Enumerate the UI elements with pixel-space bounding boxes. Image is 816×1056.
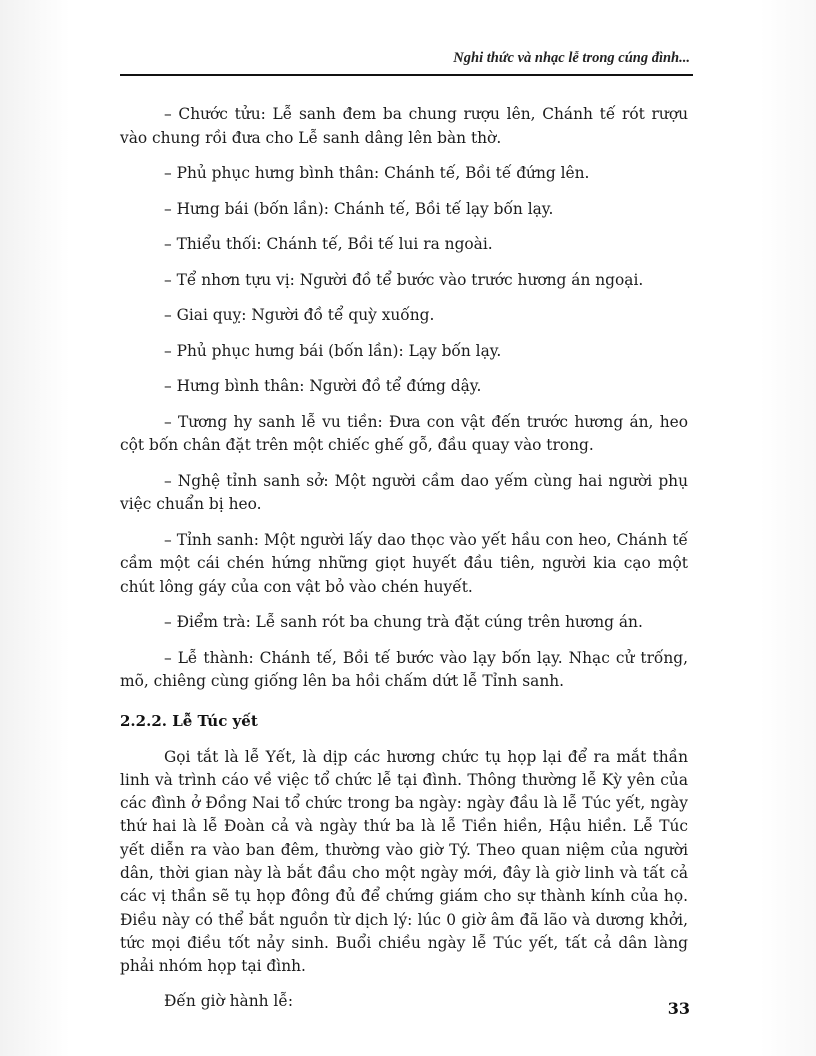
rite-step: – Lễ thành: Chánh tế, Bồi tế bước vào lạy bốn lạy. Nhạc cử trống, mõ, chiêng cùng giống lên ba hồi chấm dứt lễ Tỉnh sanh.: [120, 648, 688, 690]
section-closing: Đến giờ hành lễ:: [164, 992, 294, 1011]
rite-step: – Chước tửu: Lễ sanh đem ba chung rượu lên, Chánh tế rót rượu vào chung rồi đưa cho Lễ sanh dâng lên bàn thờ.: [120, 105, 688, 147]
rite-step: – Điểm trà: Lễ sanh rót ba chung trà đặt cúng trên hương án.: [164, 613, 643, 631]
rite-step: – Hưng bái (bốn lần): Chánh tế, Bồi tế lạy bốn lạy.: [164, 199, 554, 218]
rite-step: – Hưng bình thân: Người đồ tể đứng dậy.: [164, 377, 482, 395]
running-header: Nghi thức và nhạc lễ trong cúng đình...: [453, 50, 690, 66]
page-number: 33: [667, 999, 690, 1018]
page-content: [120, 103, 688, 1026]
rite-step: – Tương hy sanh lễ vu tiền: Đưa con vật đến trước hương án, heo cột bốn chân đặt trên một chiếc ghế gỗ, đầu quay vào trong.: [120, 412, 688, 454]
rite-step: – Phủ phục hưng bái (bốn lần): Lạy bốn lạy.: [164, 341, 502, 360]
header-rule: [120, 74, 693, 76]
rite-step: – Giai quỵ: Người đồ tể quỳ xuống.: [164, 306, 435, 324]
rite-step: – Tể nhơn tựu vị: Người đồ tể bước vào trước hương án ngoại.: [164, 270, 644, 289]
rite-step: – Thiểu thối: Chánh tế, Bồi tế lui ra ngoài.: [164, 235, 493, 253]
rite-step: – Phủ phục hưng bình thân: Chánh tế, Bồi tế đứng lên.: [164, 164, 590, 182]
section-heading: 2.2.2. Lễ Túc yết: [120, 711, 258, 730]
section-body: Gọi tắt là lễ Yết, là dịp các hương chức tụ họp lại để ra mắt thần linh và trình cáo về việc tổ chức lễ tại đình. Thông thường lễ Kỳ yên của các đình ở Đồng Nai tổ chức trong ba ngày: ngày đầu là lễ Túc yết, ngày thứ hai là lễ Đoàn cả và ngày thứ ba là lễ Tiền hiền, Hậu hiền. Lễ Túc yết diễn ra vào ban đêm, thường vào giờ Tý. Theo quan niệm của người dân, thời gian này là bắt đầu cho một ngày mới, đây là giờ linh và tất cả các vị thần sẽ tụ họp đông đủ để chứng giám cho sự thành kính của họ. Điều này có thể bắt nguồn từ dịch lý: lúc 0 giờ âm đã lão và dương khởi, tức mọi điều tốt nảy sinh. Buổi chiều ngày lễ Túc yết, tất cả dân làng phải nhóm họp tại đình.: [120, 747, 688, 976]
rite-step: – Nghệ tỉnh sanh sở: Một người cầm dao yếm cùng hai người phụ việc chuẩn bị heo.: [120, 471, 688, 513]
rite-step: – Tỉnh sanh: Một người lấy dao thọc vào yết hầu con heo, Chánh tế cầm một cái chén hứng những giọt huyết đầu tiên, người kia cạo một chút lông gáy của con vật bỏ vào chén huyết.: [120, 530, 688, 596]
